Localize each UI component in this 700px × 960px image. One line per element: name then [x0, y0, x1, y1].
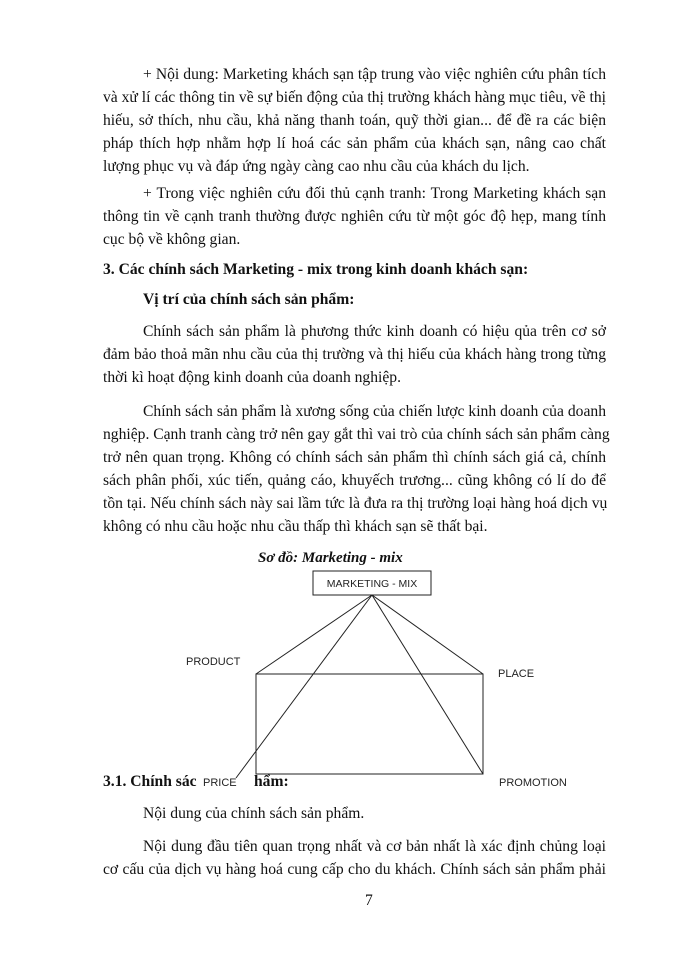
body-text-line: sách phân phối, xúc tiến, quảng cáo, khuyếch trương... cũng không có lí do để — [103, 472, 606, 489]
section-heading: 3. Các chính sách Marketing - mix trong kinh doanh khách sạn: — [103, 261, 529, 278]
subheading: Vị trí của chính sách sản phẩm: — [143, 291, 355, 308]
body-text-line: Nội dung đầu tiên quan trọng nhất và cơ bản nhất là xác định chủng loại — [143, 838, 606, 855]
body-text-line: Chính sách sản phẩm là phương thức kinh doanh có hiệu qủa trên cơ sở — [143, 323, 606, 340]
body-text-line: thời kì hoạt động kinh doanh của doanh nghiệp. — [103, 369, 401, 386]
place-label: PLACE — [498, 668, 535, 680]
body-text-line: nghiệp. Cạnh tranh càng trở nên gay gắt thì vai trò của chính sách sản phẩm càng — [103, 426, 610, 443]
line-to-product — [256, 595, 372, 674]
section-heading: 3.1. Chính sác — [103, 773, 197, 790]
body-text-line: hiếu, sở thích, nhu cầu, khả năng thanh toán, quỹ thời gian... để đề ra các biện — [103, 112, 606, 129]
body-text-line: không có nhu cầu hoặc nhu cầu thấp thì khách sạn sẽ thất bại. — [103, 518, 488, 535]
body-text-line: và xử lí các thông tin về sự biến động của thị trường khách hàng mục tiêu, về thị — [103, 89, 606, 106]
body-text-line: lượng phục vụ và đáp ứng ngày càng cao nhu cầu của khách du lịch. — [103, 158, 530, 175]
mix-rectangle — [256, 674, 483, 774]
body-text-line: pháp thích hợp nhằm hợp lí hoá các sản phẩm của khách sạn, nâng cao chất — [103, 135, 606, 152]
body-text-line: + Trong việc nghiên cứu đối thủ cạnh tranh: Trong Marketing khách sạn — [143, 185, 606, 202]
price-label: PRICE — [203, 777, 237, 789]
body-text-line: + Nội dung: Marketing khách sạn tập trung vào việc nghiên cứu phân tích — [143, 66, 606, 83]
body-text-line: tồn tại. Nếu chính sách này sai lầm tức là đưa ra thị trường loại hàng hoá dịch vụ — [103, 495, 608, 512]
diagram-caption: Sơ đồ: Marketing - mix — [258, 550, 403, 566]
body-text-line: cơ cấu của dịch vụ hàng hoá cung cấp cho du khách. Chính sách sản phẩm phải — [103, 861, 606, 878]
product-label: PRODUCT — [186, 656, 241, 668]
body-text-line: Chính sách sản phẩm là xương sống của chiến lược kinh doanh của doanh — [143, 403, 606, 420]
page-number: 7 — [365, 892, 373, 909]
line-to-place — [372, 595, 483, 674]
line-to-promotion — [372, 595, 483, 774]
body-text-line: thông tin về cạnh tranh thường được nghiên cứu từ một góc độ hẹp, mang tính — [103, 208, 606, 225]
marketing-mix-box-label: MARKETING - MIX — [326, 578, 418, 590]
section-heading-tail: hẩm: — [254, 773, 289, 790]
promotion-label: PROMOTION — [499, 777, 567, 789]
body-text-line: trở nên quan trọng. Không có chính sách sản phẩm thì chính sách giá cả, chính — [103, 449, 606, 466]
body-text-line: cục bộ về không gian. — [103, 231, 241, 248]
body-text-line: đảm bảo thoả mãn nhu cầu của thị trường và thị hiếu của khách hàng trong từng — [103, 346, 606, 363]
subheading: Nội dung của chính sách sản phẩm. — [143, 805, 365, 822]
